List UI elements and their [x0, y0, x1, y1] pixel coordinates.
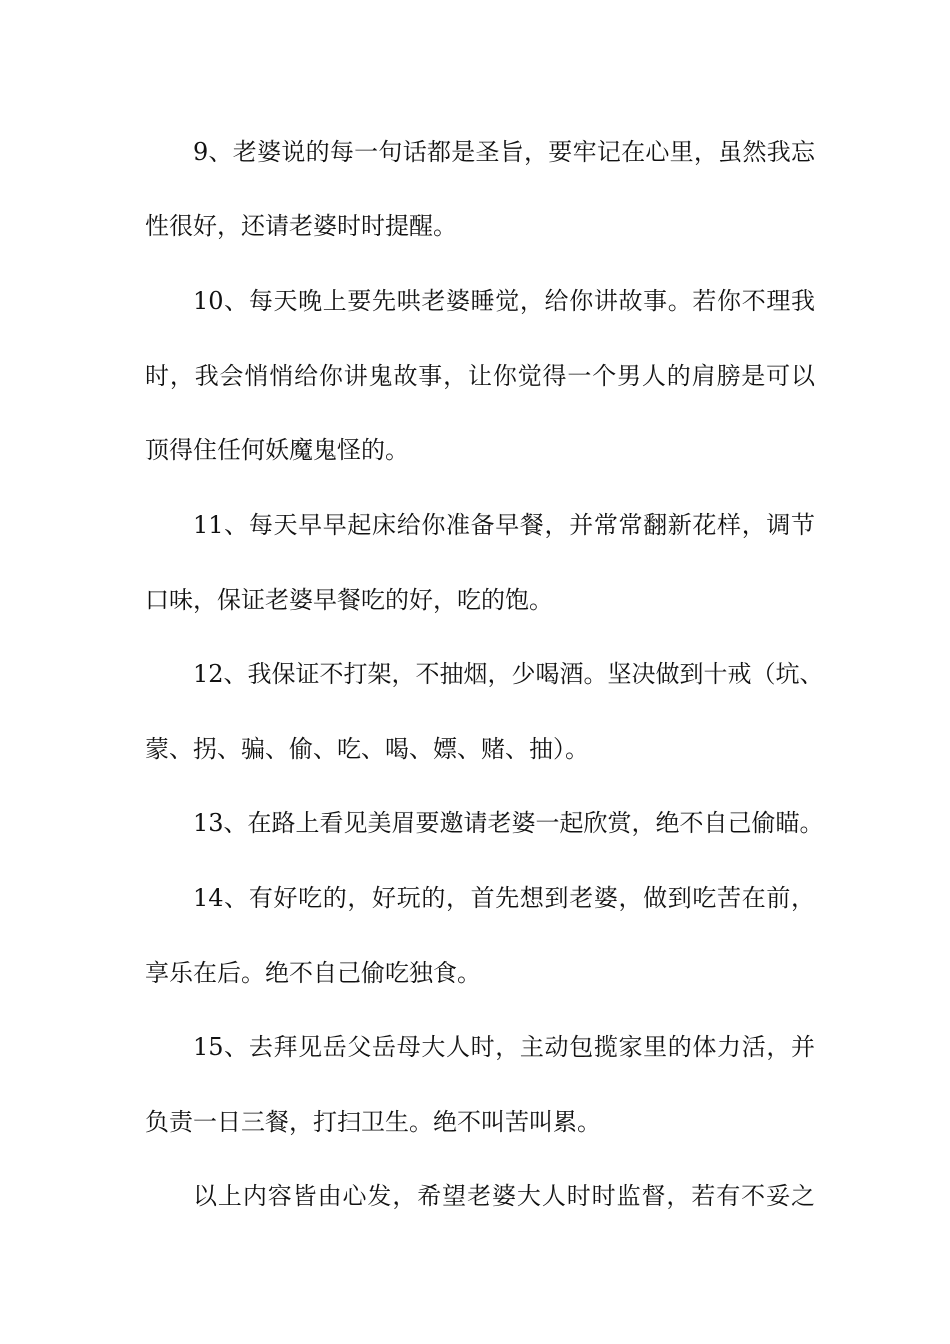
text-line: 时，我会悄悄给你讲鬼故事，让你觉得一个男人的肩膀是可以 — [145, 362, 815, 390]
text-line: 13、在路上看见美眉要邀请老婆一起欣赏，绝不自己偷瞄。 — [193, 809, 824, 837]
text-line: 9、老婆说的每一句话都是圣旨，要牢记在心里，虽然我忘 — [193, 138, 815, 166]
text-line: 蒙、拐、骗、偷、吃、喝、嫖、赌、抽）。 — [145, 735, 589, 763]
text-line: 15、去拜见岳父岳母大人时，主动包揽家里的体力活，并 — [193, 1033, 815, 1061]
text-line: 以上内容皆由心发，希望老婆大人时时监督，若有不妥之 — [193, 1182, 815, 1210]
text-line: 12、我保证不打架，不抽烟，少喝酒。坚决做到十戒（坑、 — [193, 660, 824, 688]
text-line: 负责一日三餐，打扫卫生。绝不叫苦叫累。 — [145, 1108, 601, 1136]
text-line: 11、每天早早起床给你准备早餐，并常常翻新花样，调节 — [193, 511, 815, 539]
text-line: 14、有好吃的，好玩的，首先想到老婆，做到吃苦在前， — [193, 884, 815, 912]
text-line: 性很好，还请老婆时时提醒。 — [145, 212, 457, 240]
text-line: 10、每天晚上要先哄老婆睡觉，给你讲故事。若你不理我 — [193, 287, 815, 315]
text-line: 顶得住任何妖魔鬼怪的。 — [145, 436, 409, 464]
text-line: 享乐在后。绝不自己偷吃独食。 — [145, 959, 481, 987]
text-line: 口味，保证老婆早餐吃的好，吃的饱。 — [145, 586, 553, 614]
